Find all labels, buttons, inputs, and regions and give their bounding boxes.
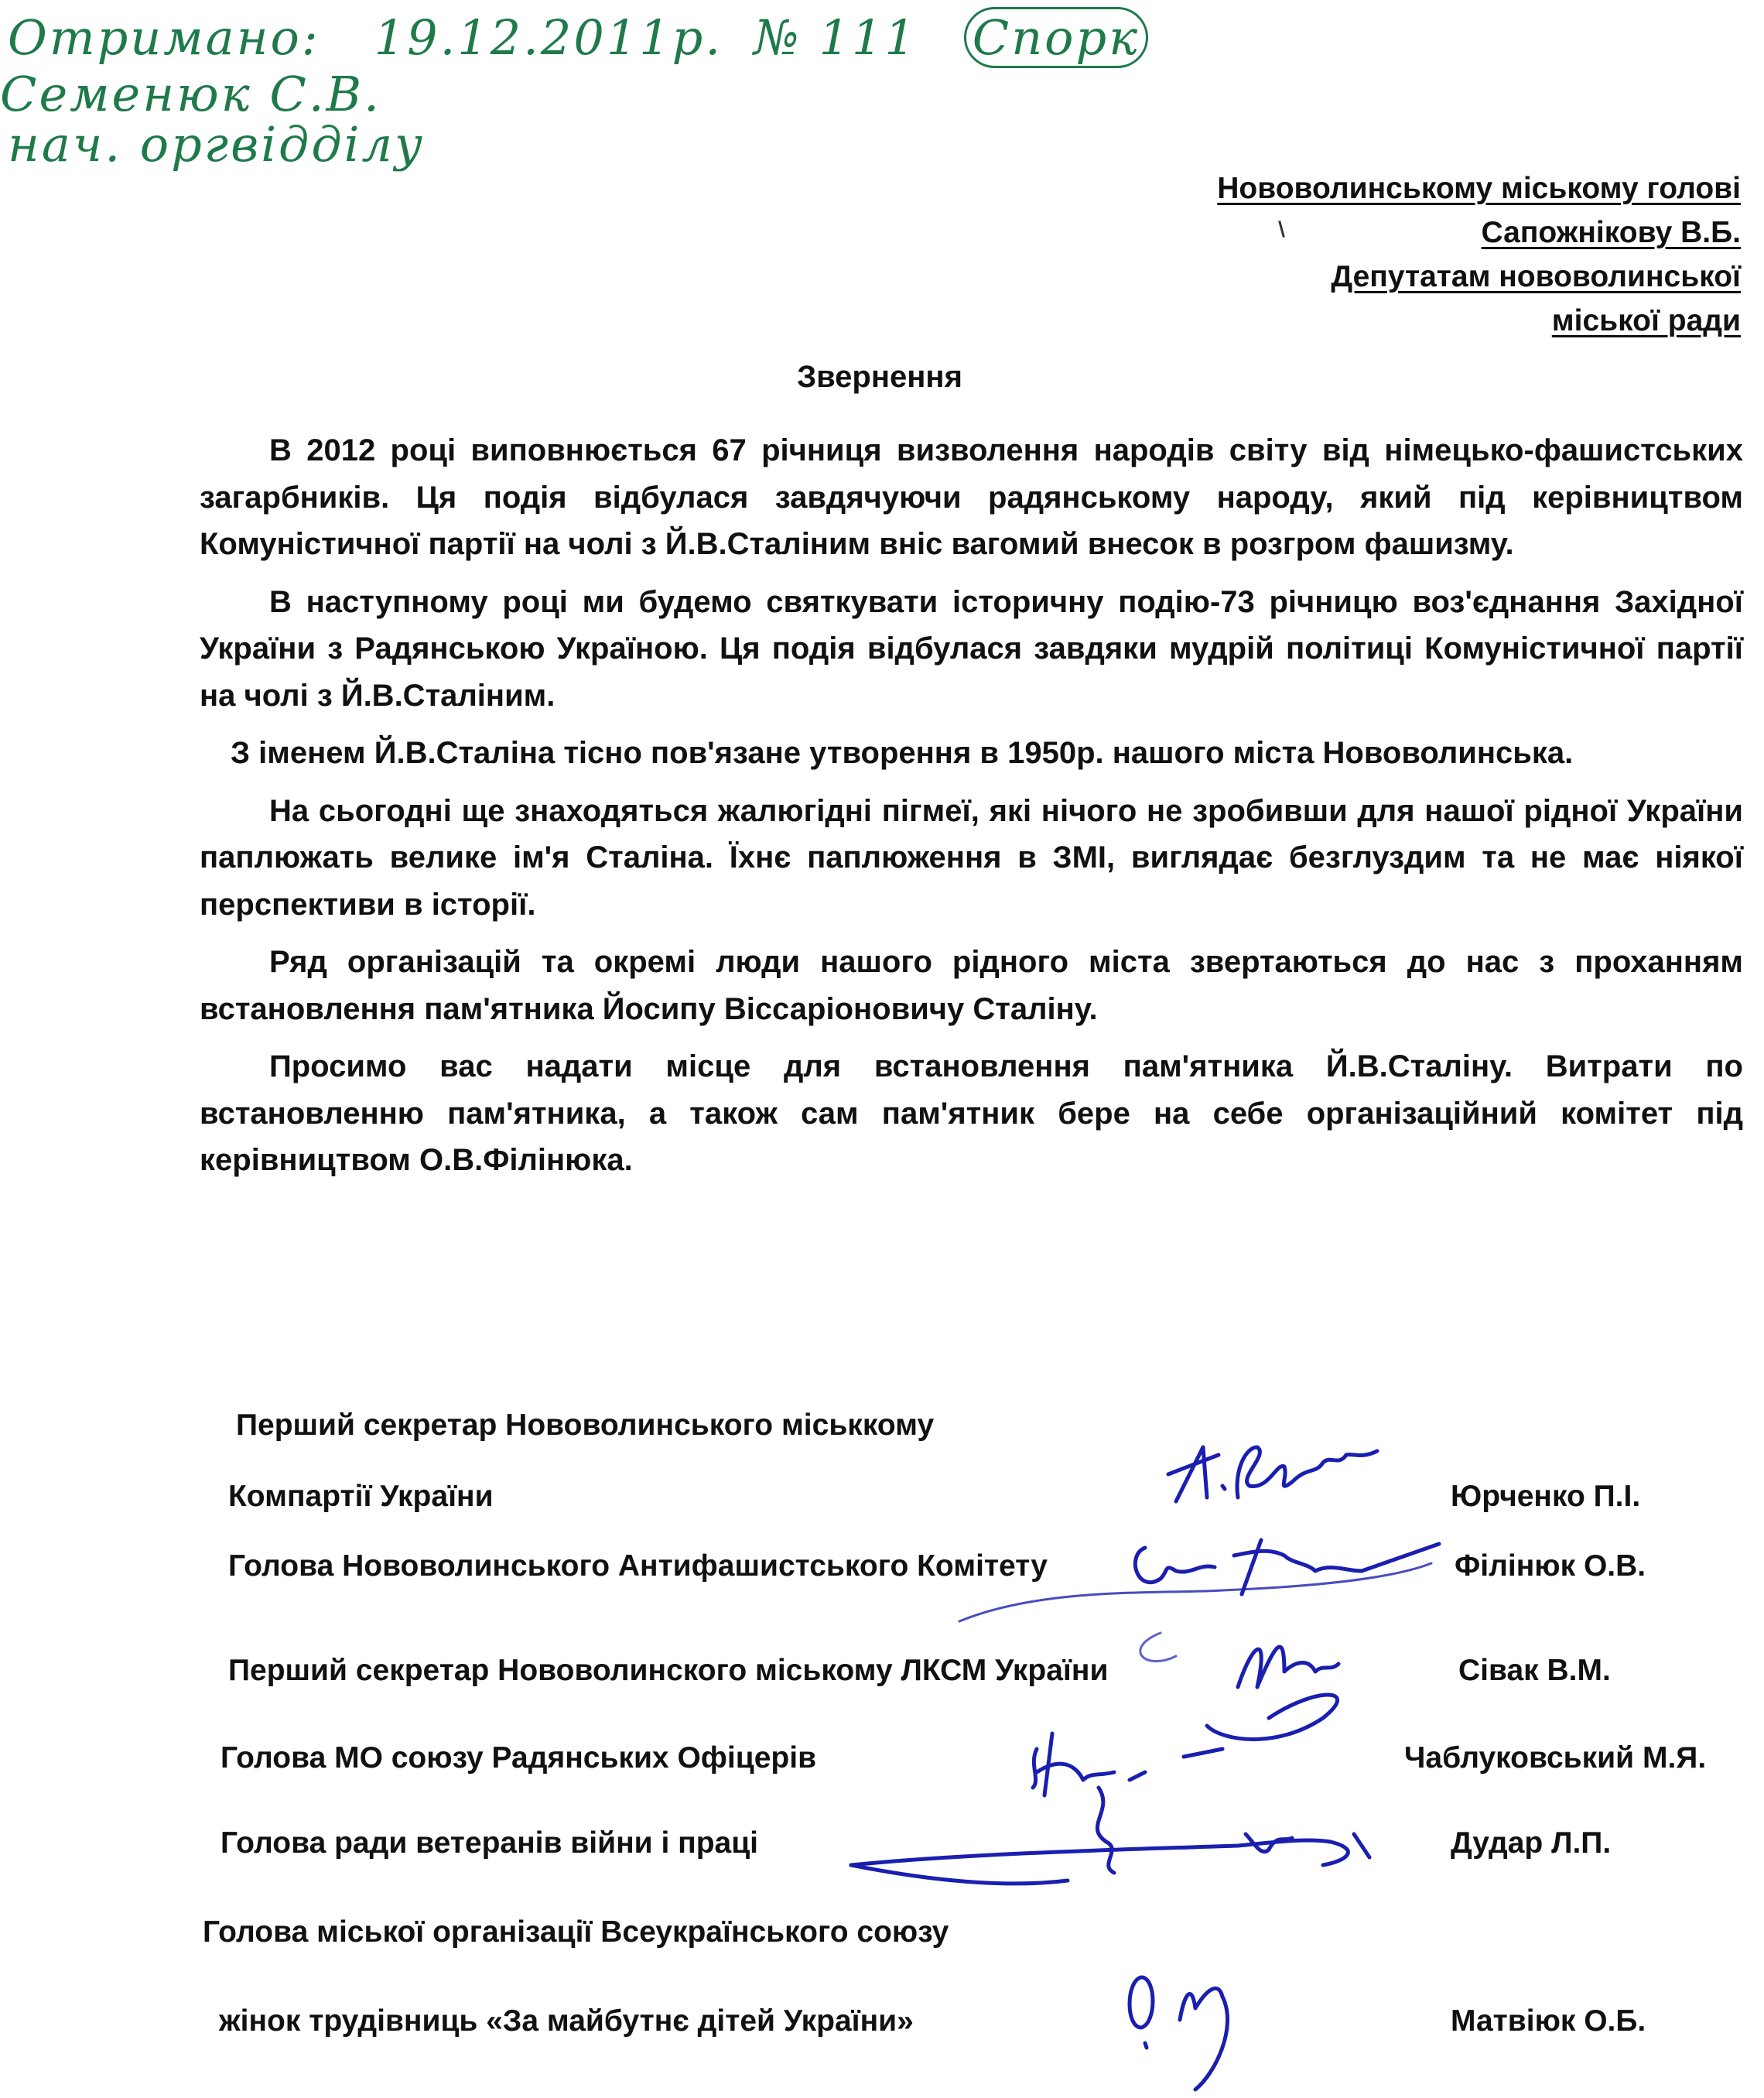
signatory-position: Голова міської організації Всеукраїнського союзу [203, 1915, 949, 1949]
signature-dudar [851, 1834, 1369, 1884]
paragraph: Просимо вас надати місце для встановлення пам'ятника Й.В.Сталіну. Витрати по встановленню пам'ятника, а також сам пам'ятник бере на себе організаційний комітет під керівництвом О.В.Філінюка. [200, 1049, 1743, 1177]
paragraph: В 2012 році виповнюється 67 річниця визволення народів світу від німецько-фашистських загарбників. Ця подія відбулася завдячуючи радянському народу, який під керівництвом Комуністичної партії на чолі з Й.В.Сталіним вніс вагомий внесок в розгром фашизму. [200, 433, 1743, 561]
document-body [200, 427, 1743, 1195]
signature-sivak [1140, 1633, 1338, 1740]
receipt-date: 19.12.2011р. [374, 9, 723, 66]
signatory-name: Сівак В.М. [1458, 1654, 1611, 1687]
signatory-name: Матвіюк О.Б. [1451, 2004, 1646, 2038]
document-title: Звернення [797, 360, 962, 394]
receipt-label: Отримано: [8, 9, 320, 66]
addressee-line: міської ради [1551, 304, 1741, 337]
addressee-line: Депутатам нововолинської [1331, 260, 1741, 293]
receipt-initials-mark: Спорк [964, 7, 1148, 68]
receipt-note-line2: Семенюк С.В. [0, 66, 381, 122]
signature-yurchenko [1168, 1447, 1377, 1501]
signatory-name: Філінюк О.В. [1455, 1549, 1646, 1583]
signature-chablukovsky [1033, 1734, 1222, 1873]
paragraph: З іменем Й.В.Сталіна тісно пов'язане утворення в 1950р. нашого міста Нововолинська. [231, 736, 1574, 770]
signatory-name: Юрченко П.І. [1451, 1480, 1641, 1513]
signatory-position: Голова ради ветеранів війни і праці [220, 1826, 759, 1860]
signatory-name: Чаблуковський М.Я. [1404, 1741, 1707, 1775]
signatory-position: Компартії України [228, 1480, 494, 1513]
signatory-position: Перший секретар Нововолинского міському ЛКСМ України [228, 1654, 1109, 1687]
paragraph: Ряд організацій та окремі люди нашого рідного міста звертаються до нас з проханням встановлення пам'ятника Йосипу Віссаріоновичу Сталіну. [200, 945, 1743, 1026]
addressee-line: Нововолинському міському голові [1217, 172, 1741, 205]
signatory-position: Голова Нововолинського Антифашистського Комітету [228, 1549, 1048, 1583]
receipt-number: № 111 [754, 9, 918, 66]
receipt-note-line1 [8, 9, 1148, 66]
signatory-name: Дудар Л.П. [1451, 1826, 1612, 1860]
paragraph: На сьогодні ще знаходяться жалюгідні пігмеї, які нічого не зробивши для нашої рідної України паплюжать велике ім'я Сталіна. Їхнє паплюження в ЗМІ, виглядає безглуздим та не має ніякої перспективи в історії. [200, 793, 1743, 922]
signatory-position: Голова МО союзу Радянських Офіцерів [220, 1741, 817, 1775]
signature-matviyuk [1130, 1977, 1228, 2089]
paragraph: В наступному році ми будемо святкувати історичну подію-73 річницю воз'єднання Західної України з Радянською Україною. Ця подія відбулася завдяки мудрій політиці Комуністичної партії на чолі з Й.В.Сталіним. [200, 584, 1743, 713]
addressee-line: Сапожнікову В.Б. [1481, 216, 1741, 249]
signatory-position: жінок трудівниць «За майбутнє дітей України» [219, 2004, 914, 2038]
signatory-position: Перший секретар Нововолинського міськкому [236, 1408, 935, 1442]
receipt-note-line3: нач. оргвідділу [8, 116, 425, 173]
addressee-block [1217, 166, 1741, 343]
